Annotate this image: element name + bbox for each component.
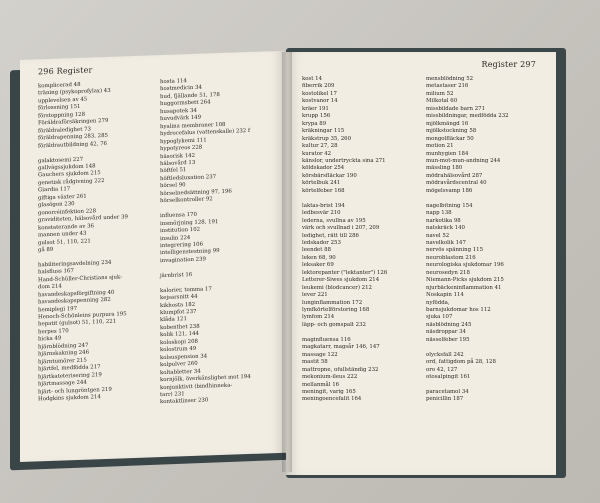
index-entry: kolsuspension 34 xyxy=(160,353,208,361)
index-entry: hypoglykemi 111 xyxy=(160,137,207,145)
index-entry: värk och svullnad i 207, 209 xyxy=(302,225,380,232)
index-entry: glasögon 230 xyxy=(38,201,75,209)
index-entry: massage 122 xyxy=(302,351,338,358)
index-entry: insulin 224 xyxy=(160,234,191,242)
left-page-header: 296 Register xyxy=(38,65,93,77)
index-entry: kornjölk, överkänslighet mot 194 xyxy=(160,374,251,384)
index-entry: mjölkstockning 58 xyxy=(426,128,477,135)
index-entry: barnsjukdomar hos 112 xyxy=(426,307,491,314)
left-page xyxy=(20,51,286,462)
index-entry: havandeskapsförgiftning 40 xyxy=(38,289,115,299)
index-entry: höftledsluxation 237 xyxy=(160,174,217,183)
index-entry: hosta 114 xyxy=(160,78,187,86)
index-entry: habiliteringsavdelning 234 xyxy=(38,259,112,269)
left-page-column-2 xyxy=(160,76,251,407)
index-entry: kejsarsnitt 44 xyxy=(160,293,198,302)
index-entry: Hodgkins sjukdom 214 xyxy=(38,394,101,403)
index-entry: mödravårdscentral 40 xyxy=(426,180,487,187)
index-entry: insmörjning 128, 191 xyxy=(160,218,219,227)
index-entry: intelligenstestning 99 xyxy=(160,248,220,257)
index-entry: leukemi (blodcancer) 212 xyxy=(302,284,372,291)
index-entry: krypa 89 xyxy=(302,120,327,127)
index-entry: lederna, svullna av 195 xyxy=(302,217,366,224)
index-entry: konjunktivit (bindhinneka- xyxy=(160,382,233,391)
index-entry: kobenthet 238 xyxy=(160,323,200,332)
index-entry: hostmedicin 34 xyxy=(160,85,202,93)
index-entry: mässling 180 xyxy=(426,165,463,172)
index-entry: hjärnskakning 246 xyxy=(38,349,90,358)
index-entry: mongolfläckar 50 xyxy=(426,135,474,142)
index-entry: magkatarr, magsår 146, 147 xyxy=(302,344,380,351)
index-gap xyxy=(302,195,387,202)
index-entry: galaktosemi 227 xyxy=(38,156,84,164)
index-entry: hälsovård 13 xyxy=(160,159,196,168)
index-entry: ledskador 253 xyxy=(302,239,341,246)
index-entry: olycksfall 242 xyxy=(426,351,464,358)
index-entry: kultur 27, 28 xyxy=(302,143,338,150)
index-entry: körtelbuk 241 xyxy=(302,180,341,187)
index-entry: Hand-Schüller-Christians sjuk- xyxy=(38,274,122,284)
index-entry: hörselnedsättning 97, 196 xyxy=(160,188,232,197)
index-entry: kost 14 xyxy=(302,76,323,82)
index-entry: ledbesvär 210 xyxy=(302,210,341,217)
index-entry: leksaker 69 xyxy=(302,262,334,269)
index-entry: hjärntumörer 215 xyxy=(38,357,87,366)
index-entry: meningoencefalit 164 xyxy=(302,396,362,403)
index-entry: metastaser 216 xyxy=(426,83,469,90)
index-entry: munhygien 184 xyxy=(426,150,469,157)
index-entry: institution 102 xyxy=(160,226,201,235)
index-entry: häsorisk 142 xyxy=(160,152,196,160)
index-entry: klumpfot 237 xyxy=(160,308,197,317)
index-entry: järnbrist 16 xyxy=(160,271,193,279)
index-entry: hjärtkateterisering 219 xyxy=(38,371,102,381)
right-page xyxy=(286,52,556,475)
index-entry: otosalpingit 161 xyxy=(426,374,471,381)
index-entry: köldskador 254 xyxy=(302,165,345,172)
index-entry: kikhosta 182 xyxy=(160,301,196,309)
index-entry: halsfluss 167 xyxy=(38,268,74,276)
index-entry: lektorepanter ("lektanter") 126 xyxy=(302,269,388,276)
index-entry: kräkstrup 35, 260 xyxy=(302,135,352,142)
index-entry: leken 68, 90 xyxy=(302,254,336,261)
index-entry: nässelfeber 195 xyxy=(426,336,470,343)
index-entry: klåda 121 xyxy=(160,316,187,324)
index-entry: hjärtmassage 244 xyxy=(38,379,87,388)
index-entry: hud, fjällande 51, 178 xyxy=(160,91,220,101)
index-entry: gulsot 51, 110, 221 xyxy=(38,238,91,246)
index-entry: meningit, varig 165 xyxy=(302,389,356,395)
right-page-header: Register 297 xyxy=(481,60,536,69)
index-entry: kräkningar 115 xyxy=(302,128,345,135)
index-entry: napp 138 xyxy=(426,210,452,217)
index-entry: invagination 239 xyxy=(160,256,206,264)
index-entry: herpes 170 xyxy=(38,328,69,336)
index-entry: neurologiska sjukdomar 196 xyxy=(426,262,504,269)
index-entry: ledighet, rätt till 286 xyxy=(302,232,359,239)
index-entry: mensblödning 52 xyxy=(426,76,474,82)
index-entry: hyalina membraner 108 xyxy=(160,121,226,130)
index-entry: giftiga växter 261 xyxy=(38,193,87,202)
right-page-column-1 xyxy=(302,76,387,404)
index-entry: känslor, undertryckta sina 271 xyxy=(302,157,386,164)
index-entry: husapotek 34 xyxy=(160,107,197,115)
index-entry: dom 214 xyxy=(38,283,62,291)
index-entry: huvudvärk 149 xyxy=(160,114,202,123)
index-entry: Letterer-Siwes sjukdom 214 xyxy=(302,277,380,284)
index-entry: föräldraledighet 73 xyxy=(38,126,91,135)
index-entry: tarr) 231 xyxy=(160,391,185,399)
index-entry: neuroblastom 216 xyxy=(426,254,476,261)
index-entry: kontaktlinser 230 xyxy=(160,397,209,406)
index-entry: gå 89 xyxy=(38,246,54,254)
index-entry: hepatit (gulsot) 51, 110, 221 xyxy=(38,319,117,328)
index-entry: narkotika 98 xyxy=(426,217,461,224)
index-entry: genetisk rådgivning 222 xyxy=(38,177,105,187)
index-entry: missbildningar, medfödda 232 xyxy=(426,113,509,120)
index-entry: mastit 58 xyxy=(302,359,328,366)
index-entry: kalorier, tomma 17 xyxy=(160,285,212,294)
index-entry: hjärnblödning 247 xyxy=(38,342,89,351)
index-entry: körtelfeber 168 xyxy=(302,187,345,194)
index-entry: konstaterande av 36 xyxy=(38,223,94,231)
book-spine-shadow xyxy=(282,52,292,472)
index-entry: kolostrum 49 xyxy=(160,346,197,354)
index-entry: navel 52 xyxy=(426,232,450,239)
index-entry: maginfluensa 116 xyxy=(302,336,351,343)
index-entry: hjärtfel, medfödda 217 xyxy=(38,364,101,373)
index-entry: förlossning 151 xyxy=(38,104,81,112)
index-entry: fiberrik 209 xyxy=(302,83,335,90)
index-entry: gonorréinfektion 228 xyxy=(38,208,97,217)
index-entry: hjärt- och lungröntgen 219 xyxy=(38,386,112,395)
index-gap xyxy=(426,195,509,202)
index-entry: hydrocefalus (vattenskalle) 232 f xyxy=(160,128,250,138)
index-entry: kostolikel 17 xyxy=(302,90,337,97)
index-entry: kurator 42 xyxy=(302,150,332,157)
index-entry: nyfödda, xyxy=(426,299,450,306)
index-entry: nervös spänning 115 xyxy=(426,247,484,254)
index-entry: läpp- och gomspalt 232 xyxy=(302,321,366,328)
index-entry: hemiplegi 197 xyxy=(38,305,78,313)
index-entry: mun-mot-mun-andning 244 xyxy=(426,157,501,164)
index-entry: kolik 121, 144 xyxy=(160,331,199,339)
index-entry: lymfom 214 xyxy=(302,314,335,321)
index-entry: Niemann-Picks sjukdom 215 xyxy=(426,277,504,284)
index-entry: Milkotal 60 xyxy=(426,98,458,105)
index-entry: graviditeten, hälsovård under 39 xyxy=(38,214,128,224)
index-entry: sjuka 107 xyxy=(426,314,453,321)
index-entry: körsbärsfläckar 190 xyxy=(302,172,357,179)
index-entry: kräer 191 xyxy=(302,105,329,112)
right-page-column-2 xyxy=(426,76,509,404)
index-entry: nagelbitning 154 xyxy=(426,202,473,209)
index-entry: krupp 156 xyxy=(302,113,331,120)
index-entry: mannen under 43 xyxy=(38,230,87,239)
index-entry: upplevelsen av 45 xyxy=(38,96,88,105)
index-entry: Giardia 117 xyxy=(38,186,71,194)
index-entry: ord, fattigdom på 28, 128 xyxy=(426,359,496,366)
index-entry: influensa 170 xyxy=(160,211,197,220)
index-entry: havandeskapspenning 282 xyxy=(38,296,111,306)
index-gap xyxy=(426,382,509,389)
index-entry: koltabletter 34 xyxy=(160,368,201,376)
index-entry: näsdroppar 34 xyxy=(426,329,466,336)
index-entry: hypotyreos 228 xyxy=(160,144,203,153)
index-entry: förstoppning 128 xyxy=(38,111,86,120)
index-entry: njurbäckeninflammation 41 xyxy=(426,284,502,291)
index-entry: leendet 88 xyxy=(302,247,331,254)
index-entry: Föräldraförsäkringen 279 xyxy=(38,118,109,127)
index-entry: mekonium-ileus 222 xyxy=(302,374,358,381)
index-entry: mjölkmängd 16 xyxy=(426,120,469,127)
index-entry: oro 42, 127 xyxy=(426,366,458,373)
index-entry: motion 21 xyxy=(426,143,454,150)
index-entry: natskräck 140 xyxy=(426,225,465,232)
index-entry: näsblödning 245 xyxy=(426,321,472,328)
index-entry: lunginflammation 172 xyxy=(302,299,363,306)
left-page-column-1 xyxy=(38,80,128,404)
index-entry: neurosedyn 218 xyxy=(426,269,470,276)
index-entry: penicillin 187 xyxy=(426,396,464,403)
index-entry: träning (psykoprofylax) 43 xyxy=(38,88,111,97)
index-entry: mödrahälsovård 287 xyxy=(426,172,483,179)
index-entry: integrering 106 xyxy=(160,241,203,250)
index-entry: laktas-brist 194 xyxy=(302,202,345,209)
index-entry: Gauchers sjukdom 215 xyxy=(38,170,101,179)
index-entry: hicka 49 xyxy=(38,335,62,343)
index-entry: milium 52 xyxy=(426,90,454,97)
index-entry: komplicerad 48 xyxy=(38,81,81,90)
index-gap xyxy=(426,344,509,351)
index-entry: hörselkontroller 92 xyxy=(160,196,213,205)
index-gap xyxy=(302,329,387,336)
index-entry: kolpulver 260 xyxy=(160,360,198,369)
index-entry: gallvägssjukdom 148 xyxy=(38,163,96,172)
index-entry: Noskapin 114 xyxy=(426,292,464,299)
index-entry: lever 221 xyxy=(302,292,328,299)
index-entry: Henoch-Schönleins purpura 195 xyxy=(38,311,127,321)
index-entry: mögelsvamp 186 xyxy=(426,187,473,194)
index-entry: föräldrapenning 283, 285 xyxy=(38,133,108,142)
index-entry: navelkolik 147 xyxy=(426,239,466,246)
index-entry: huggormsbett 264 xyxy=(160,99,211,108)
index-entry: höftfel 51 xyxy=(160,167,187,175)
index-entry: kostvanor 14 xyxy=(302,98,338,105)
index-entry: hörsel 90 xyxy=(160,182,186,190)
index-entry: paracetamol 34 xyxy=(426,388,469,395)
index-entry: mattropne, ofullständig 232 xyxy=(302,366,379,373)
index-entry: koloskopi 208 xyxy=(160,338,198,346)
index-entry: lymfkörtelförstoring 168 xyxy=(302,307,370,314)
index-entry: föräldrautbildning 42, 76 xyxy=(38,140,107,149)
index-entry: mellanmål 16 xyxy=(302,381,340,388)
index-entry: missbildade barn 271 xyxy=(426,105,486,112)
